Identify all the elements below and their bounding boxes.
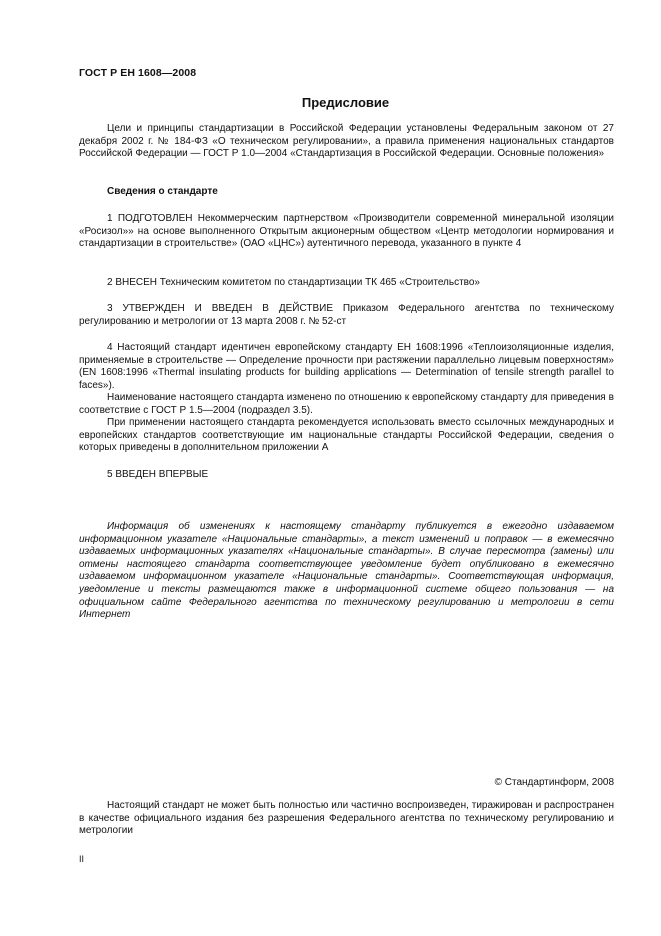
item-1-block <box>79 213 614 251</box>
reproduction-notice-paragraph: Настоящий стандарт не может быть полностью или частично воспроизведен, тиражирован и распространен в качестве официального издания без разрешения Федерального агентства по техническому регулированию и метрологии <box>79 800 614 836</box>
reproduction-notice-block <box>79 800 614 838</box>
item-4-block <box>79 342 614 455</box>
item-1-paragraph: 1 ПОДГОТОВЛЕН Некоммерческим партнерством «Производители современной минеральной изоляции «Росизол»» на основе выполненного Открытым акционерным обществом «Центр методологии нормирования и стандартизации в строительстве» (ОАО «ЦНС») аутентичного перевода, указанного в пункте 4 <box>79 213 614 249</box>
item-4-paragraph-3: При применении настоящего стандарта рекомендуется использовать вместо ссылочных международных и европейских стандартов соответствующие им национальные стандарты Российской Федерации, сведения о которых приведены в дополнительном приложении А <box>79 417 614 453</box>
foreword-intro-paragraph: Цели и принципы стандартизации в Российской Федерации установлены Федеральным законом от 27 декабря 2002 г. № 184-ФЗ «О техническом регулировании», а правила применения национальных стандартов Российской Федерации — ГОСТ Р 1.0—2004 «Стандартизация в Российской Федерации. Основные положения» <box>79 123 614 159</box>
item-5-paragraph: 5 ВВЕДЕН ВПЕРВЫЕ <box>107 469 209 480</box>
standard-info-heading: Сведения о стандарте <box>107 186 218 197</box>
item-3-block <box>79 303 614 328</box>
standard-code-header: ГОСТ Р ЕН 1608—2008 <box>79 67 197 79</box>
amendments-notice-block <box>79 521 614 622</box>
item-4-paragraph-2: Наименование настоящего стандарта изменено по отношению к европейскому стандарту для приведения в соответствие с ГОСТ Р 1.5—2004 (подраздел 3.5). <box>79 392 614 416</box>
item-2-block <box>79 277 614 290</box>
item-2-paragraph: 2 ВНЕСЕН Техническим комитетом по стандартизации ТК 465 «Строительство» <box>107 277 480 288</box>
page-number: II <box>79 854 85 864</box>
item-3-paragraph: 3 УТВЕРЖДЕН И ВВЕДЕН В ДЕЙСТВИЕ Приказом Федерального агентства по техническому регулированию и метрологии от 13 марта 2008 г. № 52-ст <box>79 303 614 327</box>
copyright-line: © Стандартинформ, 2008 <box>494 777 614 788</box>
item-5-block <box>79 469 614 482</box>
item-4-paragraph-1: 4 Настоящий стандарт идентичен европейскому стандарту ЕН 1608:1996 «Теплоизоляционные изделия, применяемые в строительстве — Определение прочности при растяжении параллельно лицевым поверхностям» (EN 1608:1996 «Thermal insulating products for building applications — Determination of tensile strength parallel to faces»). <box>79 342 614 391</box>
foreword-title: Предисловие <box>301 95 390 110</box>
amendments-notice-paragraph: Информация об изменениях к настоящему стандарту публикуется в ежегодно издаваемом информационном указателе «Национальные стандарты», а текст изменений и поправок — в ежемесячно издаваемых информационных указателях «Национальные стандарты». В случае пересмотра (замены) или отмены настоящего стандарта соответствующее уведомление будет опубликовано в ежемесячно издаваемом информационном указателе «Национальные стандарты». Соответствующая информация, уведомление и тексты размещаются также в информационной системе общего пользования — на официальном сайте Федерального агентства по техническому регулированию и метрологии в сети Интернет <box>79 521 614 621</box>
foreword-intro-block <box>79 123 614 161</box>
